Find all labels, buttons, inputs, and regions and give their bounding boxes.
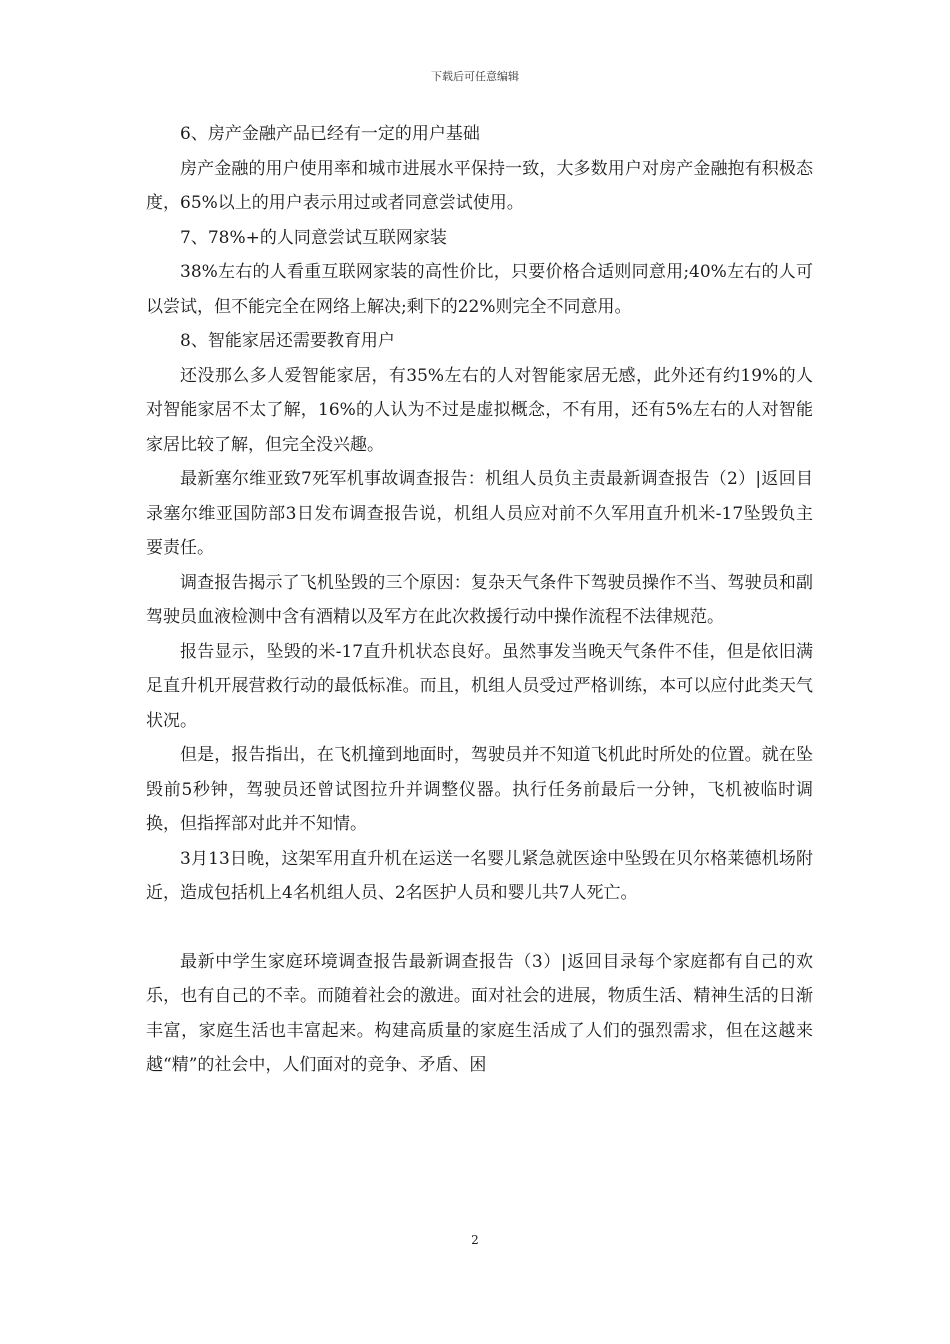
section-heading-6: 6、房产金融产品已经有一定的用户基础 [180, 124, 480, 144]
page-header-note: 下载后可任意编辑 [431, 70, 519, 83]
body-paragraph: 还没那么多人爱智能家居，有35%左右的人对智能家居无感，此外还有约19%的人对智能家居不太了解，16%的人认为不过是虚拟概念，不有用，还有5%左右的人对智能家居比较了解，但完全没兴趣。 [146, 365, 813, 455]
section-heading-8: 8、智能家居还需要教育用户 [180, 331, 395, 351]
page-number: 2 [471, 1233, 479, 1247]
body-paragraph: 房产金融的用户使用率和城市进展水平保持一致，大多数用户对房产金融抱有积极态度，65%以上的用户表示用过或者同意尝试使用。 [146, 158, 813, 213]
body-paragraph: 报告显示，坠毁的米-17直升机状态良好。虽然事发当晚天气条件不佳，但是依旧满足直升机开展营救行动的最低标准。而且，机组人员受过严格训练，本可以应付此类天气状况。 [146, 641, 813, 731]
body-paragraph: 最新塞尔维亚致7死军机事故调查报告：机组人员负主责最新调查报告（2）|返回目录塞尔维亚国防部3日发布调查报告说，机组人员应对前不久军用直升机米-17坠毁负主要责任。 [146, 469, 813, 558]
paragraph-spacer [146, 911, 813, 945]
body-paragraph: 最新中学生家庭环境调查报告最新调查报告（3）|返回目录每个家庭都有自己的欢乐，也有自己的不幸。而随着社会的激进。面对社会的进展，物质生活、精神生活的日渐丰富，家庭生活也丰富起来。构建高质量的家庭生活成了人们的强烈需求，但在这越来越“精”的社会中，人们面对的竞争、矛盾、困 [146, 951, 813, 1075]
body-paragraph: 38%左右的人看重互联网家装的高性价比，只要价格合适则同意用;40%左右的人可以尝试，但不能完全在网络上解决;剩下的22%则完全不同意用。 [146, 262, 813, 317]
body-paragraph: 但是，报告指出，在飞机撞到地面时，驾驶员并不知道飞机此时所处的位置。就在坠毁前5秒钟，驾驶员还曾试图拉升并调整仪器。执行任务前最后一分钟，飞机被临时调换，但指挥部对此并不知情。 [146, 745, 813, 834]
document-body [146, 117, 813, 1083]
section-heading-7: 7、78%+的人同意尝试互联网家装 [180, 227, 447, 248]
body-paragraph: 3月13日晚，这架军用直升机在运送一名婴儿紧急就医途中坠毁在贝尔格莱德机场附近，造成包括机上4名机组人员、2名医护人员和婴儿共7人死亡。 [146, 848, 813, 903]
body-paragraph: 调查报告揭示了飞机坠毁的三个原因：复杂天气条件下驾驶员操作不当、驾驶员和副驾驶员血液检测中含有酒精以及军方在此次救援行动中操作流程不法律规范。 [146, 572, 813, 627]
